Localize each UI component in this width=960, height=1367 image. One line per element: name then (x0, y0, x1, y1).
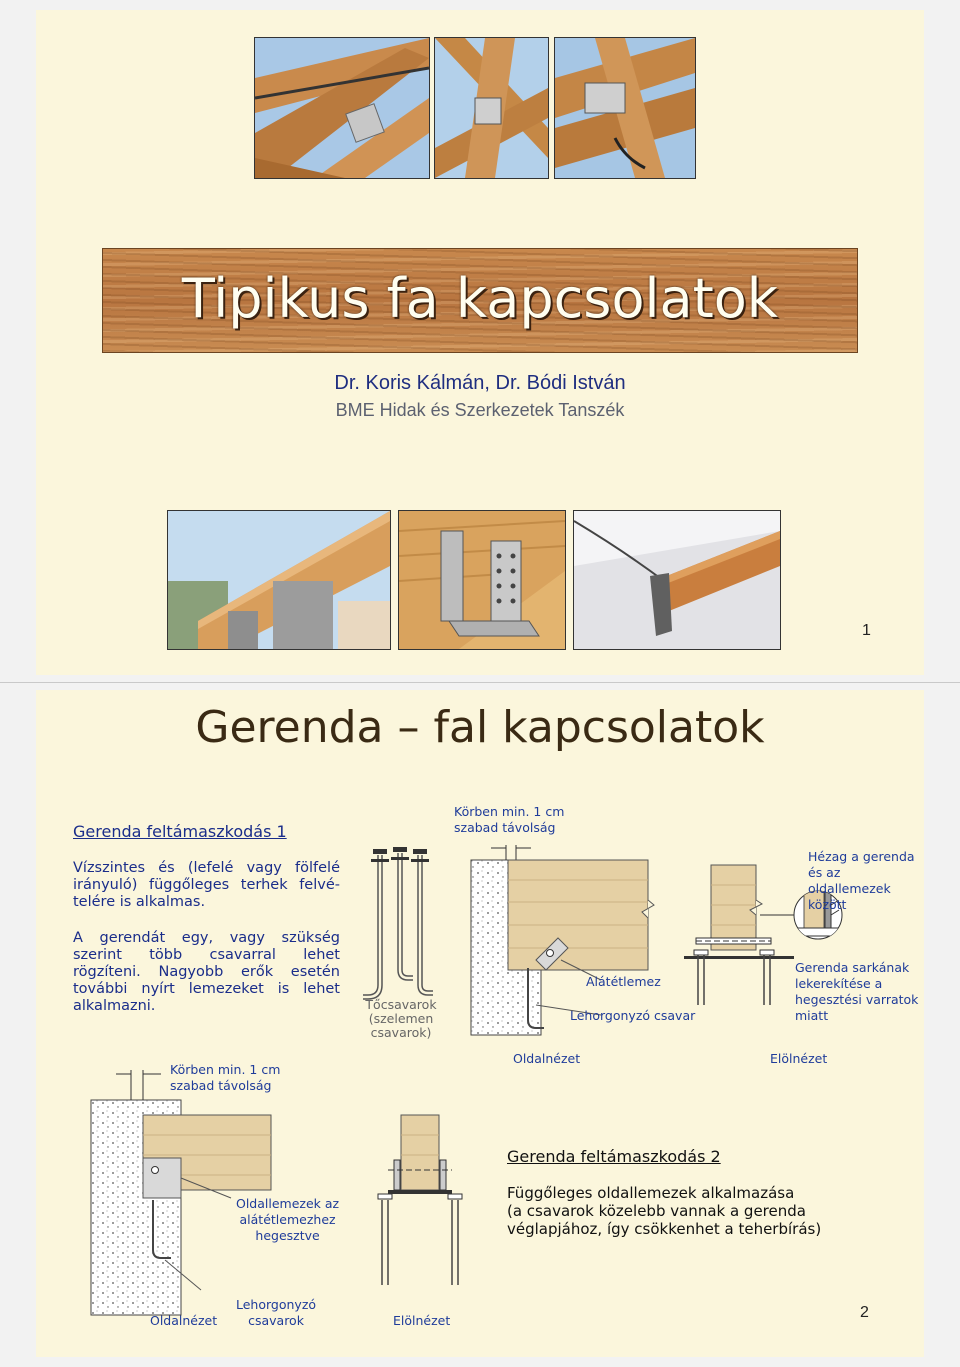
caption-line: Lehorgonyzó (236, 1297, 317, 1312)
beam-photo-3 (573, 510, 781, 650)
slide2-title: Gerenda – fal kapcsolatok (195, 702, 765, 753)
corner-rounding-label (795, 960, 918, 1024)
text-line: véglapjához, így csökkenhet a teherbírás) (507, 1220, 822, 1238)
section1-paragraph-2 (73, 930, 340, 1015)
beam-photo-1 (167, 510, 391, 650)
caption-line: alátétlemezhez (239, 1212, 336, 1227)
clearance-label-1 (454, 804, 564, 836)
text-line: (a csavarok közelebb vannak a gerenda (507, 1202, 806, 1220)
section1-paragraph-1 (73, 860, 340, 911)
page-number-2: 2 (860, 1304, 869, 1321)
caption-line: hegesztve (255, 1228, 320, 1243)
side-view-label-1: Oldalnézet (513, 1051, 581, 1066)
caption-line: hegesztési varratok (795, 992, 919, 1007)
caption-line: szabad távolság (454, 820, 556, 835)
caption-line: szabad távolság (170, 1078, 272, 1093)
page-separator (0, 682, 960, 683)
side-view-diagram-2 (81, 1060, 281, 1320)
caption-line: miatt (795, 1008, 829, 1023)
caption-line: Körben min. 1 cm (170, 1062, 281, 1077)
slide-2 (36, 690, 924, 1357)
text-line: A gerendát egy, vagy szükség (73, 930, 340, 946)
caption-line: Gerenda sarkának (795, 960, 910, 975)
text-line: alkalmazni. (73, 998, 156, 1014)
anchor-bolts-label-2 (236, 1297, 316, 1329)
section1-heading: Gerenda feltámaszkodás 1 (73, 822, 287, 841)
text-line: további nyírt lemezeket is lehet (73, 981, 340, 997)
front-view-label-1: Elölnézet (770, 1051, 828, 1066)
truss-photo-2 (434, 37, 549, 179)
caption-line: Körben min. 1 cm (454, 804, 565, 819)
text-line: szerint több csavarral lehet (73, 947, 340, 963)
caption-line: Hézag a gerenda (808, 849, 915, 864)
caption-line: és az oldallemezek (808, 865, 891, 896)
text-line: rögzíteni. Nagyobb erők esetén (73, 964, 340, 980)
title-banner (102, 248, 858, 353)
caption-line: csavarok (248, 1313, 304, 1328)
slide1-title: Tipikus fa kapcsolatok (181, 267, 779, 330)
side-plates-label (236, 1196, 339, 1244)
beam-photo-2 (398, 510, 566, 650)
side-view-label-2: Oldalnézet (150, 1313, 218, 1328)
bolts-caption (362, 998, 440, 1040)
anchor-bolt-label: Lehorgonyzó csavar (570, 1008, 696, 1023)
caption-line: (szelemen (368, 1011, 434, 1026)
washer-plate-label: Alátétlemez (586, 974, 661, 989)
page-number-1: 1 (862, 622, 871, 639)
caption-line: Oldallemezek az (236, 1196, 340, 1211)
caption-line: között (808, 897, 847, 912)
front-view-label-2: Elölnézet (393, 1313, 451, 1328)
department: BME Hidak és Szerkezetek Tanszék (335, 400, 625, 420)
caption-line: csavarok) (370, 1025, 432, 1040)
truss-photo-1 (254, 37, 430, 179)
caption-line: Tőcsavarok (365, 997, 437, 1012)
section2-heading: Gerenda feltámaszkodás 2 (507, 1147, 721, 1166)
gap-label (808, 849, 924, 913)
text-line: telére is alkalmas. (73, 894, 206, 910)
section2-paragraph (507, 1184, 867, 1238)
text-line: irányuló) függőleges terhek felvé- (73, 877, 340, 893)
truss-photo-3 (554, 37, 696, 179)
anchor-bolts-drawing (358, 845, 438, 1005)
authors: Dr. Koris Kálmán, Dr. Bódi István (334, 372, 626, 394)
caption-line: lekerekítése a (795, 976, 883, 991)
text-line: Függőleges oldallemezek alkalmazása (507, 1184, 795, 1202)
text-line: Vízszintes és (lefelé vagy fölfelé (73, 860, 340, 876)
slide-1 (36, 10, 924, 675)
front-view-diagram-2 (376, 1110, 476, 1310)
